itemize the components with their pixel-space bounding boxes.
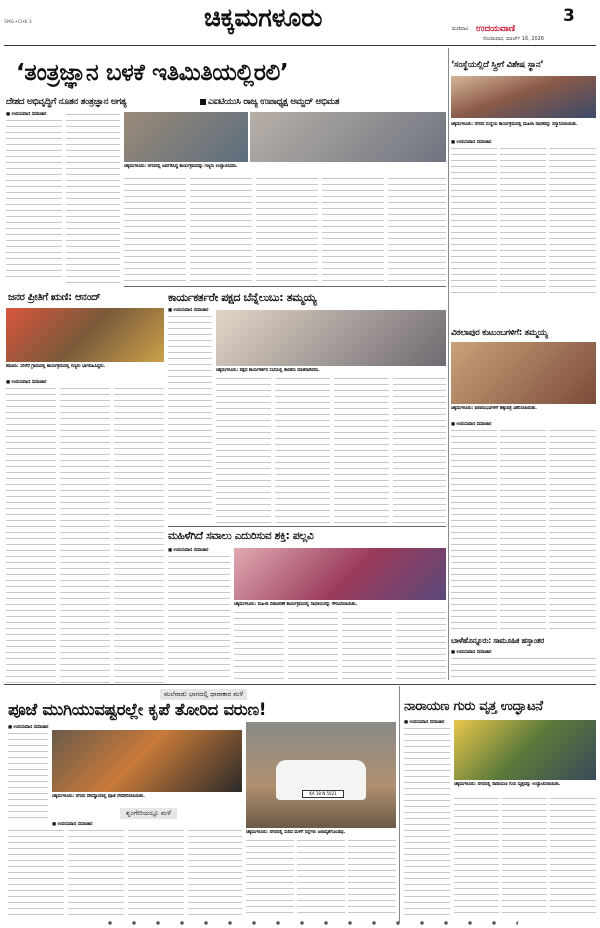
women-headline: ಮಹಿಳೆಗಿದೆ ಸವಾಲು ಎದುರಿಸುವ ಶಕ್ತಿ: ಪಲ್ಲವಿ xyxy=(168,530,314,542)
paper-logo: ಉದಯವಾಣಿ xyxy=(476,24,516,34)
left-mid-body-col2 xyxy=(60,388,110,688)
square-bullet-icon xyxy=(200,99,206,105)
women-body-col5 xyxy=(396,612,446,682)
women-byline: ■ ಉದಯವಾಣಿ ಸಮಾಚಾರ xyxy=(168,548,209,553)
rain-body-col2 xyxy=(8,830,64,918)
guru-body-col5 xyxy=(550,798,596,918)
right-top-byline: ■ ಉದಯವಾಣಿ ಸಮಾಚಾರ xyxy=(451,140,492,145)
right-mid-caption: ಚಿಕ್ಕಮಗಳೂರು: ಫಲಾನುಭವಿಗಳಿಗೆ ಹಕ್ಕುಪತ್ರ ವಿತರಿಸಲಾಯಿತು. xyxy=(451,406,537,411)
rain-body-col6 xyxy=(246,840,294,918)
center-mid-body-col3 xyxy=(275,378,330,524)
guru-body-col1 xyxy=(404,728,450,808)
right-lower-body xyxy=(451,658,596,680)
right-top-headline: ‘ಸಂಸ್ಥೆಯಲ್ಲಿದೆ ಸ್ತ್ರೀಗೆ ವಿಶೇಷ ಸ್ಥಾನ’ xyxy=(451,60,544,70)
women-body-col4 xyxy=(342,612,392,682)
center-mid-headline: ಕಾರ್ಯಕರ್ತರೇ ಪಕ್ಷದ ಬೆನ್ನೆಲುಬು: ತಮ್ಮಯ್ಯ xyxy=(168,291,317,304)
right-mid-byline: ■ ಉದಯವಾಣಿ ಸಮಾಚಾರ xyxy=(451,422,492,427)
left-mid-body-col3 xyxy=(114,388,164,688)
rain-byline-2: ■ ಉದಯವಾಣಿ ಸಮಾಚಾರ xyxy=(52,822,93,827)
paper-prefix: ಮಣಿಪಾಲ xyxy=(452,26,469,32)
rain-caption-left: ಚಿಕ್ಕಮಗಳೂರು: ನಗರದ ದೇವಸ್ಥಾನದಲ್ಲಿ ಪೂಜೆ ನೆರವೇರಿಸಲಾಯಿತು. xyxy=(52,794,145,799)
center-mid-body-col1 xyxy=(168,316,212,516)
rain-sub-banner: ಶೃಂಗೇರಿಯಲ್ಲೂ ಮಳೆ xyxy=(120,808,177,819)
right-mid-body-col1 xyxy=(451,430,497,630)
lead-body-col7 xyxy=(388,178,446,284)
guru-body-col4 xyxy=(502,798,547,918)
left-mid-headline: ಜನರ ಪ್ರೀತಿಗೆ ಋಣಿ: ಆನಂದ್ xyxy=(8,292,101,303)
right-column-divider xyxy=(448,48,449,680)
left-mid-byline: ■ ಉದಯವಾಣಿ ಸಮಾಚಾರ xyxy=(6,380,47,385)
center-mid-body-col4 xyxy=(334,378,389,524)
lead-body-col6 xyxy=(322,178,384,284)
left-mid-photo xyxy=(6,308,164,362)
lead-body-col2 xyxy=(66,114,120,284)
rain-body-col1 xyxy=(8,733,48,823)
guru-photo xyxy=(454,720,596,780)
lead-headline: ‘ತಂತ್ರಜ್ಞಾನ ಬಳಕೆ ಇತಿಮಿತಿಯಲ್ಲಿರಲಿ’ xyxy=(16,60,289,86)
lead-subhead-left: ದೇಶದ ಅಭಿವೃದ್ಧಿಗೆ ನೂತನ ತಂತ್ರಜ್ಞಾನ ಅಗತ್ಯ xyxy=(6,97,127,107)
left-mid-caption: ಕಡೂರು: ಸಿರಿಗೆರೆ ಗ್ರಾಮದಲ್ಲಿ ಕಾರ್ಯಕ್ರಮದಲ್ಲಿ ಗಣ್ಯರು ಭಾಗವಹಿಸಿದ್ದರು. xyxy=(6,364,106,369)
rain-rule xyxy=(4,684,596,685)
women-caption: ಚಿಕ್ಕಮಗಳೂರು: ಮಹಿಳಾ ದಿನಾಚರಣೆ ಕಾರ್ಯಕ್ರಮದಲ್ಲಿ ಸಾಧಕಿಯರನ್ನು ಗೌರವಿಸಲಾಯಿತು. xyxy=(234,602,358,607)
lead-caption: ಚಿಕ್ಕಮಗಳೂರು: ನಗರದಲ್ಲಿ ಏರ್ಪಡಿಸಿದ್ದ ಕಾರ್ಯಕ್ರಮವನ್ನು ಗಣ್ಯರು ಉದ್ಘಾಟಿಸಿದರು. xyxy=(124,164,238,169)
car-plate: KA 18 N 5021 xyxy=(302,790,344,798)
rain-body-col7 xyxy=(297,840,345,918)
rain-body-col8 xyxy=(348,840,396,918)
rain-headline: ಪೂಜೆ ಮುಗಿಯುವಷ್ಟರಲ್ಲೇ ಕೃಪೆ ತೋರಿದ ವರುಣ! xyxy=(8,700,267,719)
guru-divider xyxy=(399,686,400,922)
rain-caption-right: ಚಿಕ್ಕಮಗಳೂರು: ನಗರದಲ್ಲಿ ಸುರಿದ ಮಳೆಗೆ ರಸ್ತೆಗಳು ಜಲಾವೃತಗೊಂಡವು. xyxy=(246,830,346,835)
lead-subhead-right: ಎಐಟಿಯುಸಿ ರಾಜ್ಯ ಉಪಾಧ್ಯಕ್ಷ ಅಮ್ಜದ್ ಅಭಿಮತ xyxy=(208,97,340,107)
right-lower-headline: ಬಾಳೆಹೊನ್ನೂರು: ಸಾಮೂಹಿಕ ಹಸ್ತಾಂತರ xyxy=(451,636,544,645)
right-mid-body-col3 xyxy=(549,430,596,630)
right-top-photo xyxy=(451,76,596,118)
lead-body-col1 xyxy=(6,120,62,280)
guru-body-col3 xyxy=(454,798,499,918)
lead-photo-2 xyxy=(250,112,446,162)
rain-byline: ■ ಉದಯವಾಣಿ ಸಮಾಚಾರ xyxy=(8,725,49,730)
women-body-col1 xyxy=(168,556,230,682)
guru-headline: ನಾರಾಯಣ ಗುರು ವೃತ್ತ ಉದ್ಘಾಟನೆ xyxy=(404,699,543,714)
lead-byline: ■ ಉದಯವಾಣಿ ಸಮಾಚಾರ xyxy=(6,112,47,117)
right-top-body-col1 xyxy=(451,148,497,293)
rain-kicker: ಮಲೆನಾಡು ಭಾಗದಲ್ಲಿ ಧಾರಾಕಾರ ಮಳೆ xyxy=(160,689,247,700)
right-top-body-col3 xyxy=(549,148,596,293)
center-mid-byline: ■ ಉದಯವಾಣಿ ಸಮಾಚಾರ xyxy=(168,308,209,313)
lead-body-col4 xyxy=(190,178,252,284)
right-lower-byline: ■ ಉದಯವಾಣಿ ಸಮಾಚಾರ xyxy=(451,650,492,655)
rain-photo-car xyxy=(246,722,396,828)
center-mid-caption: ಚಿಕ್ಕಮಗಳೂರು: ಪಕ್ಷದ ಕಾರ್ಯಕರ್ತರ ಸಭೆಯಲ್ಲಿ ಶಾಸಕರು ಮಾತನಾಡಿದರು. xyxy=(216,368,320,373)
rain-body-col4 xyxy=(128,830,184,918)
right-mid-headline: ವಿಠಲಾಪುರ ಕುಟುಂಬಗಳಿಗೆ: ತಮ್ಮಯ್ಯ xyxy=(451,328,548,338)
right-mid-photo xyxy=(451,342,596,404)
guru-body-col2 xyxy=(404,812,450,918)
center-mid-photo xyxy=(216,310,446,366)
date-line: ಸೋಮವಾರ, ಮಾರ್ಚ್ 16, 2026 xyxy=(483,36,545,42)
registration-marks xyxy=(98,920,518,926)
header-rule xyxy=(4,45,596,46)
center-mid-body-col5 xyxy=(393,378,446,524)
rain-photo-left xyxy=(52,730,242,792)
women-body-col3 xyxy=(288,612,338,682)
center-mid-rule xyxy=(124,286,446,287)
rain-body-col5 xyxy=(188,830,242,918)
lead-photo xyxy=(124,112,248,162)
women-rule xyxy=(168,526,446,527)
rain-body-col3 xyxy=(68,830,124,918)
women-body-col2 xyxy=(234,612,284,682)
guru-byline: ■ ಉದಯವಾಣಿ ಸಮಾಚಾರ xyxy=(404,720,445,725)
lead-body-col5 xyxy=(256,178,318,284)
women-photo xyxy=(234,548,446,600)
edition-code: SMG+CHK 3 xyxy=(4,20,32,25)
right-top-body-col2 xyxy=(500,148,546,293)
page-number: 3 xyxy=(563,6,575,26)
left-mid-body-col1 xyxy=(6,388,56,688)
lead-body-col3 xyxy=(124,178,186,284)
right-top-caption: ಚಿಕ್ಕಮಗಳೂರು: ನಗರದ ಸಂಸ್ಥೆಯ ಕಾರ್ಯಕ್ರಮದಲ್ಲಿ ಮಹಿಳಾ ಸಾಧಕರನ್ನು ಸನ್ಮಾನಿಸಲಾಯಿತು. xyxy=(451,122,578,127)
city-title: ಚಿಕ್ಕಮಗಳೂರು xyxy=(204,3,323,32)
right-mid-body-col2 xyxy=(500,430,546,630)
guru-caption: ಚಿಕ್ಕಮಗಳೂರು: ನಗರದಲ್ಲಿ ನಾರಾಯಣ ಗುರು ವೃತ್ತವನ್ನು ಉದ್ಘಾಟಿಸಲಾಯಿತು. xyxy=(454,782,561,787)
center-mid-body-col2 xyxy=(216,378,271,524)
